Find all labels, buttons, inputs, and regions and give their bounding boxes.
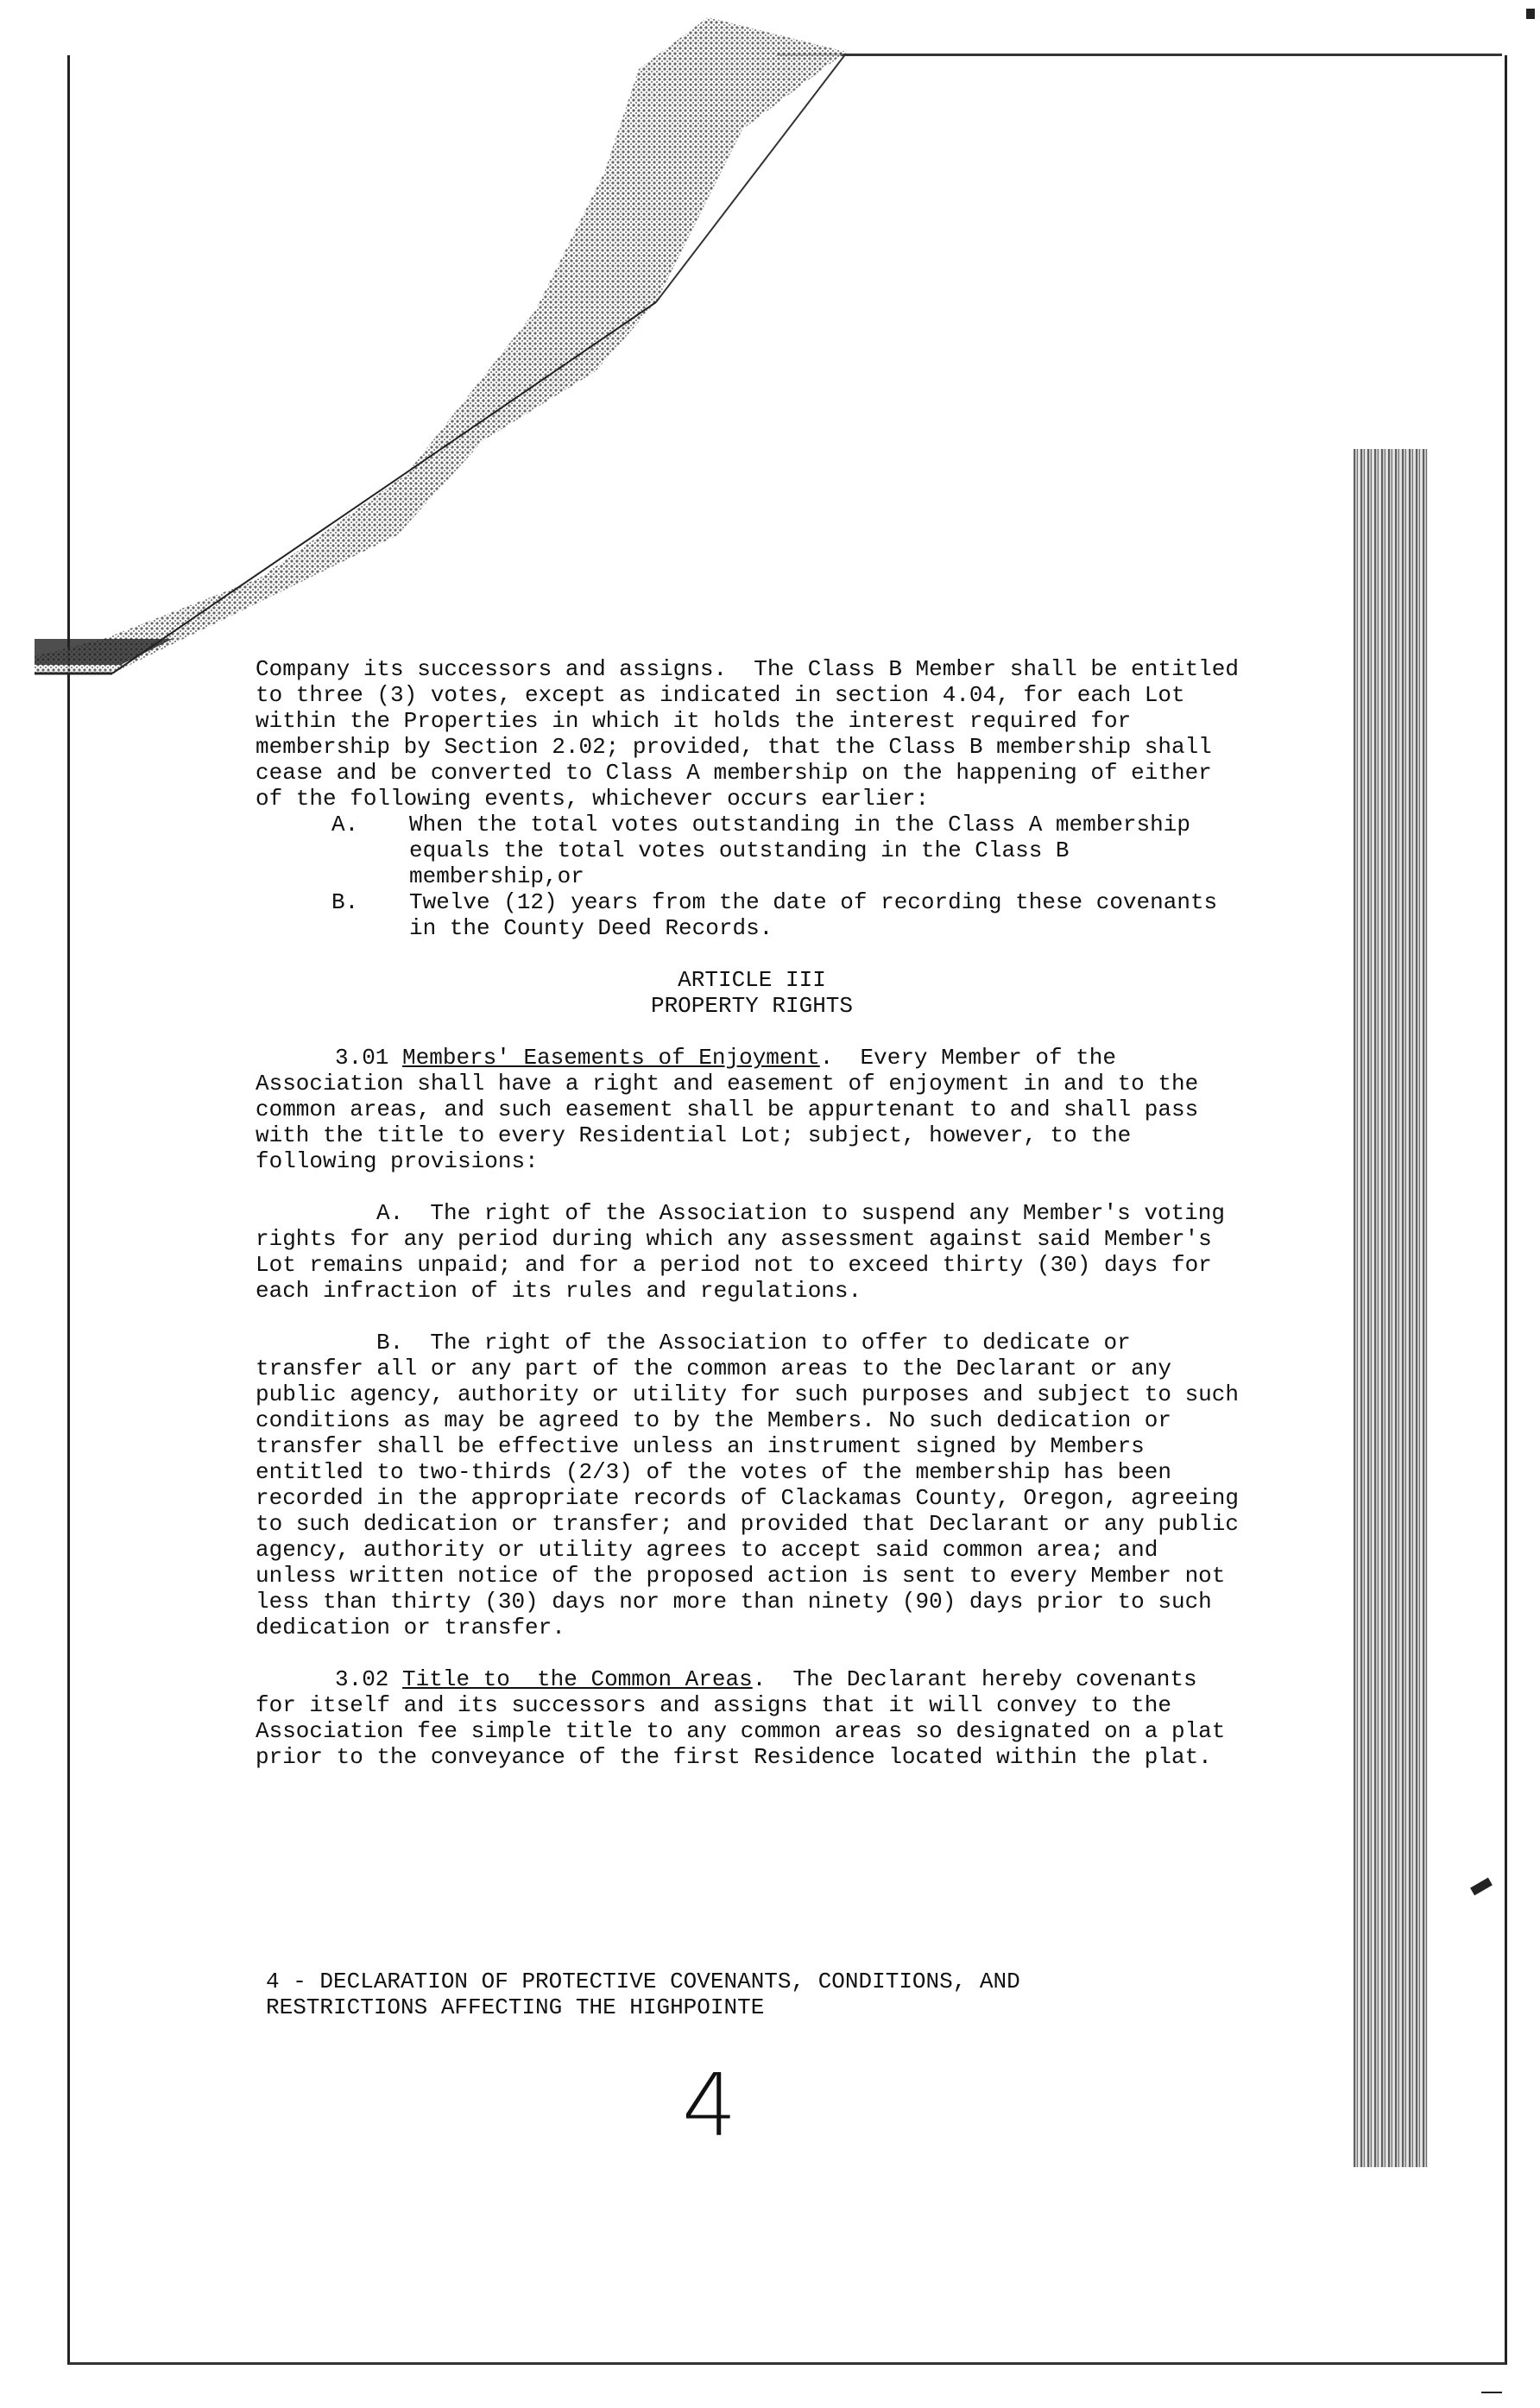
footer-line-2: RESTRICTIONS AFFECTING THE HIGHPOINTE: [266, 1994, 765, 2020]
list-letter: A.: [331, 812, 359, 837]
article-title: PROPERTY RIGHTS: [650, 993, 854, 1019]
section-3-01: [256, 1045, 1248, 1174]
intro-paragraph: Company its successors and assigns. The Class B Member shall be entitled to three (3) votes, except as indicated in section 4.04, for each Lot within the Properties in which it holds the interest required for membership by Section 2.02; provided, that the Class B membership shall cease and be converted to Class A membership on the happening of either of the following events, whichever occurs earlier:: [256, 656, 1253, 812]
list-item: [256, 812, 1248, 889]
section-number: 3.01: [335, 1045, 389, 1071]
section-body: . The Declarant hereby covenants for itself and its successors and assigns that it will convey to the Association fee simple title to any common areas so designated on a plat prior to the conveyance of the first Residence located within the plat.: [256, 1666, 1239, 1770]
provision-b: B. The right of the Association to offer to dedicate or transfer all or any part of the common areas to the Declarant or any public agency, authority or utility for such purposes and subject to such conditions as may be agreed to by the Members. No such dedication or transfer shall be effective unless an instrument signed by Members entitled to two-thirds (2/3) of the votes of the membership has been recorded in the appropriate records of Clackamas County, Oregon, agreeing to such dedication or transfer; and provided that Declarant or any public agency, authority or utility agrees to accept said common area; and unless written notice of the proposed action is sent to every Member not less than thirty (30) days nor more than ninety (90) days prior to such dedication or transfer.: [256, 1330, 1253, 1640]
page-footer: [266, 1969, 1215, 2020]
scan-mark: [1526, 9, 1535, 19]
section-body: . Every Member of the Association shall have a right and easement of enjoyment in and to the common areas, and such easement shall be appurtenant to and shall pass with the title to every Residential Lot; subject, however, to the following provisions:: [256, 1045, 1212, 1174]
section-3-02: [256, 1666, 1248, 1770]
list-text: When the total votes outstanding in the Class A membership equals the total votes outstanding in the Class B membership,or: [409, 812, 1190, 889]
section-heading: Title to the Common Areas: [402, 1666, 753, 1692]
footer-line-1: 4 - DECLARATION OF PROTECTIVE COVENANTS, CONDITIONS, AND: [266, 1969, 1020, 1994]
provision-a: A. The right of the Association to suspend any Member's voting rights for any period during which any assessment against said Member's Lot remains unpaid; and for a period not to exceed thirty (30) days for each infraction of its rules and regulations.: [256, 1200, 1239, 1304]
handwritten-page-number: 4: [682, 2055, 737, 2156]
list-item: [256, 889, 1248, 941]
article-number: ARTICLE III: [678, 967, 826, 993]
document-body: [256, 656, 1253, 1770]
section-number: 3.02: [335, 1666, 389, 1692]
list-letter: B.: [331, 889, 359, 915]
scan-mark: [1481, 2392, 1502, 2393]
list-text: Twelve (12) years from the date of recording these covenants in the County Deed Records.: [409, 889, 1218, 941]
section-heading: Members' Easements of Enjoyment: [402, 1045, 820, 1071]
